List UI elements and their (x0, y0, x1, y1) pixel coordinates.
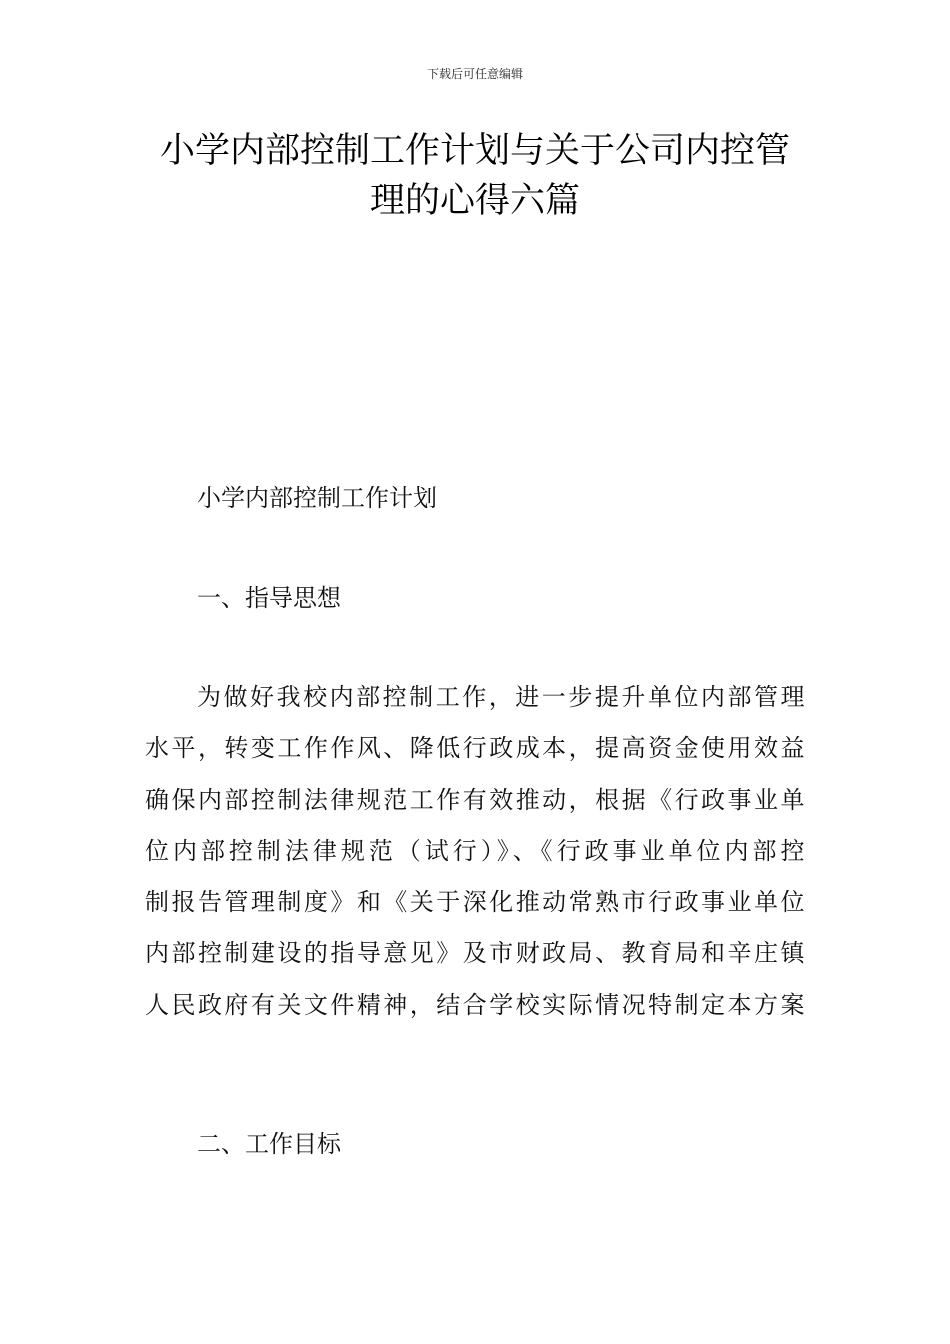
document-title (145, 126, 805, 226)
paragraph-line: 人民政府有关文件精神，结合学校实际情况特制定本方案 (145, 990, 805, 1019)
body-paragraph (145, 680, 805, 1039)
section-heading-guiding-thought: 一、指导思想 (197, 584, 341, 612)
paragraph-line: 水平，转变工作作风、降低行政成本，提高资金使用效益 (145, 734, 805, 763)
paragraph-line: 确保内部控制法律规范工作有效推动，根据《行政事业单 (145, 785, 805, 814)
document-title-line-1: 小学内部控制工作计划与关于公司内控管 (159, 131, 790, 171)
paragraph-line: 为做好我校内部控制工作，进一步提升单位内部管理 (197, 683, 805, 711)
subtitle: 小学内部控制工作计划 (197, 484, 437, 512)
section-heading-work-goals: 二、工作目标 (197, 1130, 341, 1158)
document-title-line-2: 理的心得六篇 (369, 181, 580, 221)
paragraph-line: 内部控制建设的指导意见》及市财政局、教育局和辛庄镇 (145, 939, 805, 968)
header-note: 下载后可任意编辑 (426, 67, 523, 81)
paragraph-line: 制报告管理制度》和《关于深化推动常熟市行政事业单位 (145, 888, 805, 917)
paragraph-line: 位内部控制法律规范（试行）》、《行政事业单位内部控 (145, 836, 805, 865)
